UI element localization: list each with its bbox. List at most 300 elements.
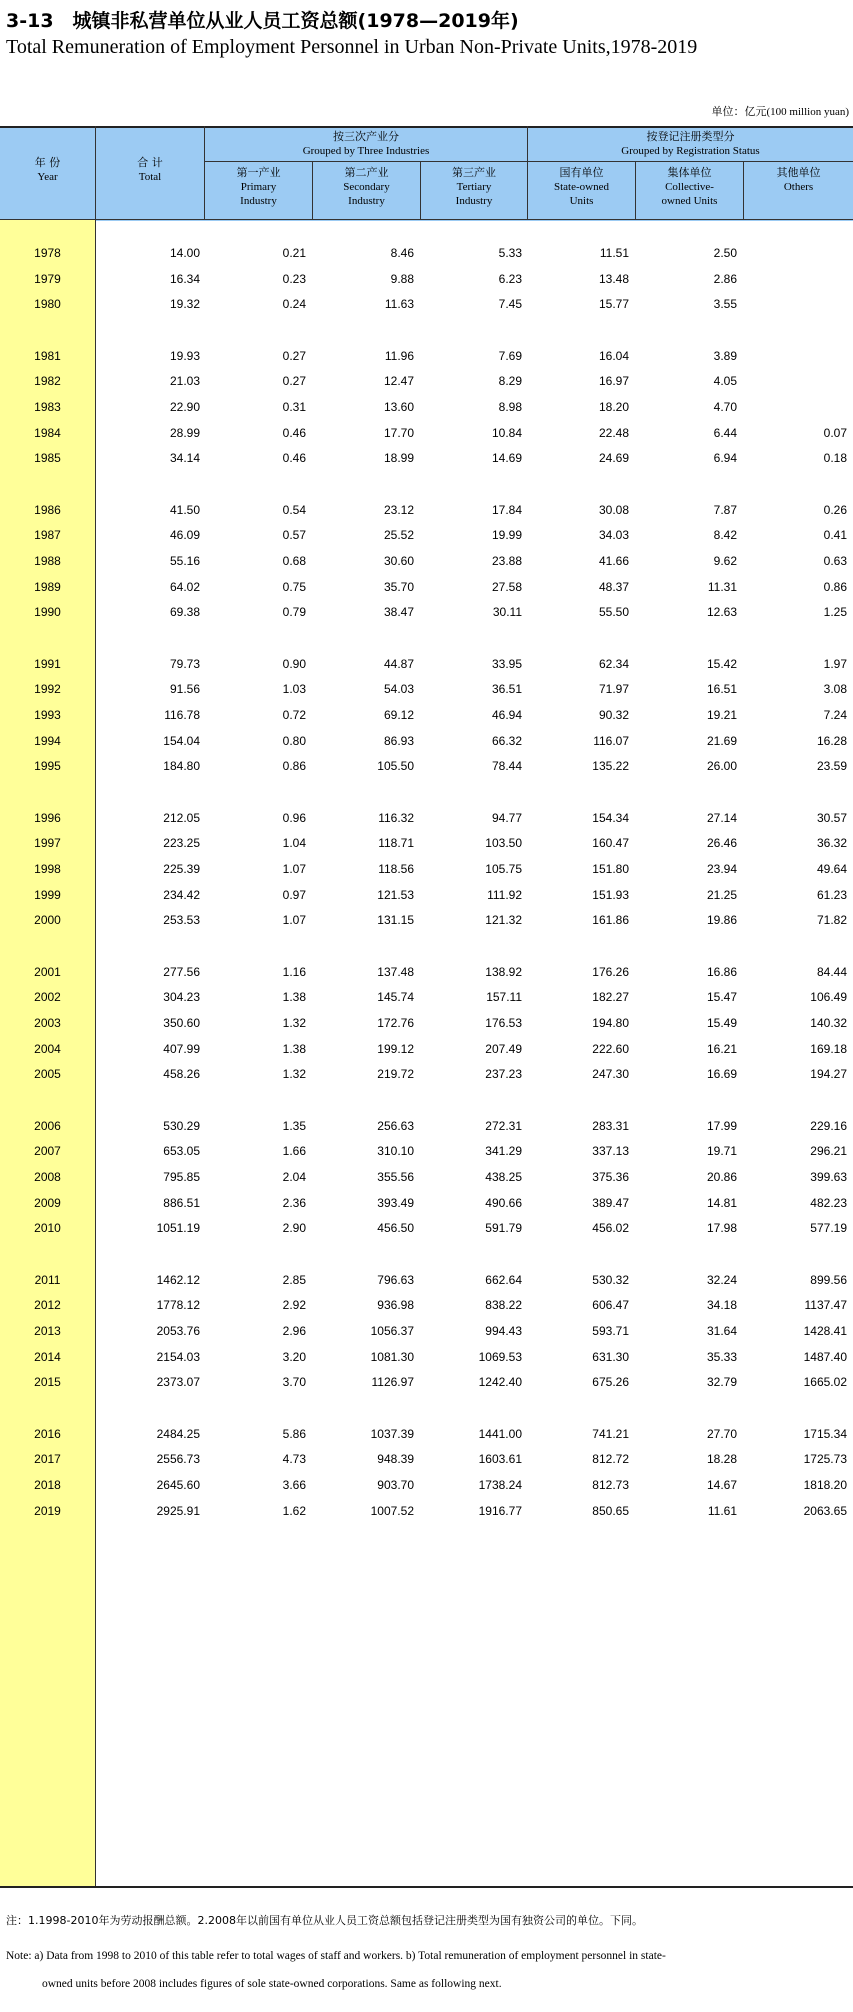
cell-tertiary: 1738.24 <box>478 1478 522 1492</box>
cell-primary: 3.66 <box>282 1478 306 1492</box>
cell-collective: 35.33 <box>706 1349 737 1364</box>
cell-tertiary: 591.79 <box>485 1221 522 1236</box>
cell-secondary: 948.39 <box>377 1452 414 1467</box>
cell-tertiary: 103.50 <box>485 836 522 851</box>
table-row <box>0 987 853 1007</box>
cell-state-owned: 90.32 <box>598 708 629 722</box>
cell-secondary: 796.63 <box>377 1272 414 1287</box>
cell-collective: 27.14 <box>706 810 737 825</box>
cell-secondary: 8.46 <box>390 246 414 260</box>
cell-others: 399.63 <box>810 1170 847 1184</box>
header-total: 合 计 Total <box>137 156 163 183</box>
cell-primary: 0.24 <box>282 297 306 312</box>
cell-year: 2010 <box>34 1221 61 1236</box>
cell-year: 2015 <box>34 1375 61 1390</box>
table-header <box>0 126 853 221</box>
cell-state-owned: 48.37 <box>598 579 629 594</box>
cell-collective: 16.21 <box>706 1041 737 1056</box>
cell-year: 2006 <box>34 1118 61 1133</box>
cell-state-owned: 530.32 <box>592 1272 629 1287</box>
cell-others: 0.26 <box>823 502 847 517</box>
cell-total: 530.29 <box>163 1118 200 1133</box>
header-group-industry: 按三次产业分 Grouped by Three Industries <box>302 130 430 157</box>
cell-tertiary: 438.25 <box>485 1170 522 1184</box>
table-row <box>0 910 853 930</box>
cell-state-owned: 151.80 <box>592 862 629 876</box>
cell-total: 1778.12 <box>156 1298 200 1313</box>
cell-tertiary: 490.66 <box>485 1195 522 1210</box>
cell-others: 482.23 <box>810 1195 847 1210</box>
cell-primary: 2.96 <box>282 1324 306 1338</box>
cell-collective: 7.87 <box>713 502 737 517</box>
cell-state-owned: 71.97 <box>598 682 629 697</box>
cell-others: 229.16 <box>810 1118 847 1133</box>
note-en-line2: owned units before 2008 includes figures of sole state-owned corporations. Same as following next. <box>42 1978 502 1990</box>
cell-state-owned: 13.48 <box>598 271 629 286</box>
cell-total: 116.78 <box>164 708 200 722</box>
cell-secondary: 38.47 <box>383 605 414 620</box>
column-divider <box>527 126 528 219</box>
cell-collective: 4.70 <box>713 400 737 414</box>
cell-others: 1665.02 <box>803 1375 847 1390</box>
cell-others: 36.32 <box>816 836 847 851</box>
cell-total: 350.60 <box>163 1016 200 1030</box>
cell-total: 16.34 <box>169 271 200 286</box>
cell-primary: 0.72 <box>282 708 306 722</box>
cell-tertiary: 237.23 <box>485 1067 522 1082</box>
cell-secondary: 172.76 <box>377 1016 414 1030</box>
cell-year: 1999 <box>34 887 61 902</box>
cell-year: 1983 <box>34 400 61 414</box>
cell-total: 212.05 <box>163 810 200 825</box>
table-row <box>0 833 853 853</box>
cell-year: 1981 <box>34 348 61 363</box>
cell-year: 2017 <box>34 1452 61 1467</box>
cell-others: 2063.65 <box>803 1503 847 1518</box>
cell-collective: 4.05 <box>713 374 737 389</box>
cell-total: 304.23 <box>163 990 200 1005</box>
cell-state-owned: 135.22 <box>592 759 629 774</box>
cell-collective: 15.47 <box>706 990 737 1005</box>
cell-primary: 2.85 <box>282 1272 306 1287</box>
cell-collective: 23.94 <box>706 862 737 876</box>
cell-primary: 1.16 <box>282 964 306 979</box>
cell-tertiary: 7.69 <box>498 348 522 363</box>
cell-state-owned: 606.47 <box>592 1298 629 1313</box>
cell-others: 16.28 <box>816 733 847 748</box>
cell-others: 0.63 <box>823 554 847 568</box>
cell-collective: 16.86 <box>706 964 737 979</box>
cell-collective: 14.81 <box>706 1195 737 1210</box>
cell-primary: 1.07 <box>282 862 306 876</box>
cell-year: 2005 <box>34 1067 61 1082</box>
cell-secondary: 18.99 <box>383 451 414 466</box>
cell-others: 1137.47 <box>804 1298 847 1313</box>
column-divider <box>204 126 205 219</box>
column-divider <box>635 161 636 219</box>
table-row <box>0 1141 853 1161</box>
cell-year: 2009 <box>34 1195 61 1210</box>
cell-year: 1987 <box>34 528 61 543</box>
cell-tertiary: 10.84 <box>491 425 522 440</box>
cell-state-owned: 389.47 <box>592 1195 629 1210</box>
cell-collective: 17.99 <box>706 1118 737 1133</box>
cell-others: 296.21 <box>810 1144 847 1159</box>
cell-total: 19.93 <box>169 348 200 363</box>
cell-tertiary: 33.95 <box>491 656 522 671</box>
cell-primary: 0.96 <box>282 810 306 825</box>
cell-collective: 19.21 <box>706 708 737 722</box>
cell-collective: 2.86 <box>713 271 737 286</box>
cell-primary: 1.35 <box>282 1118 306 1133</box>
cell-primary: 2.92 <box>282 1298 306 1313</box>
cell-collective: 2.50 <box>713 246 737 260</box>
cell-primary: 0.79 <box>282 605 306 620</box>
cell-secondary: 12.47 <box>383 374 414 389</box>
cell-tertiary: 157.11 <box>486 990 522 1005</box>
cell-others: 194.27 <box>810 1067 847 1082</box>
cell-state-owned: 194.80 <box>592 1016 629 1030</box>
cell-tertiary: 111.92 <box>487 887 522 902</box>
cell-others: 1725.73 <box>803 1452 847 1467</box>
cell-total: 2484.25 <box>156 1426 200 1441</box>
table-row <box>0 1039 853 1059</box>
cell-total: 2645.60 <box>156 1478 200 1492</box>
cell-others: 49.64 <box>816 862 847 876</box>
cell-tertiary: 8.29 <box>498 374 522 389</box>
cell-secondary: 118.56 <box>378 862 414 876</box>
cell-state-owned: 16.04 <box>598 348 629 363</box>
cell-secondary: 219.72 <box>377 1067 414 1082</box>
cell-secondary: 199.12 <box>377 1041 414 1056</box>
table-row <box>0 1116 853 1136</box>
table-bottom-rule <box>0 1886 853 1888</box>
page-title-en: Total Remuneration of Employment Personnel in Urban Non-Private Units,1978-2019 <box>6 36 698 58</box>
cell-collective: 26.00 <box>706 759 737 774</box>
cell-primary: 2.36 <box>282 1195 306 1210</box>
cell-year: 1995 <box>34 759 61 774</box>
cell-collective: 15.49 <box>706 1016 737 1030</box>
cell-collective: 16.51 <box>706 682 737 697</box>
cell-secondary: 1037.39 <box>370 1426 414 1441</box>
table-row <box>0 602 853 622</box>
cell-others: 61.23 <box>816 887 847 902</box>
table-row <box>0 551 853 571</box>
cell-year: 2018 <box>34 1478 61 1492</box>
header-group-registration: 按登记注册类型分 Grouped by Registration Status <box>621 130 760 157</box>
cell-collective: 26.46 <box>706 836 737 851</box>
unit-label-en: (100 million yuan) <box>766 106 849 118</box>
cell-state-owned: 30.08 <box>598 502 629 517</box>
cell-tertiary: 105.75 <box>485 862 522 876</box>
cell-secondary: 23.12 <box>383 502 414 517</box>
cell-year: 1998 <box>34 862 61 876</box>
cell-collective: 32.79 <box>706 1375 737 1390</box>
cell-others: 1715.34 <box>803 1426 847 1441</box>
cell-state-owned: 456.02 <box>592 1221 629 1236</box>
cell-others: 0.18 <box>823 451 847 466</box>
cell-state-owned: 850.65 <box>592 1503 629 1518</box>
cell-primary: 1.38 <box>282 990 306 1005</box>
cell-others <box>744 371 847 391</box>
cell-secondary: 35.70 <box>383 579 414 594</box>
cell-tertiary: 27.58 <box>491 579 522 594</box>
cell-total: 277.56 <box>163 964 200 979</box>
cell-state-owned: 283.31 <box>592 1118 629 1133</box>
cell-secondary: 116.32 <box>378 810 414 825</box>
cell-primary: 0.97 <box>282 887 306 902</box>
table-row <box>0 525 853 545</box>
table-row <box>0 294 853 314</box>
cell-year: 2011 <box>34 1272 61 1287</box>
cell-secondary: 25.52 <box>383 528 414 543</box>
cell-primary: 1.07 <box>282 913 306 928</box>
header-others: 其他单位 Others <box>776 166 821 193</box>
cell-secondary: 86.93 <box>383 733 414 748</box>
cell-collective: 20.86 <box>706 1170 737 1184</box>
data-table <box>0 126 853 1886</box>
table-row <box>0 885 853 905</box>
cell-state-owned: 154.34 <box>592 810 629 825</box>
cell-year: 2013 <box>34 1324 61 1338</box>
table-row <box>0 1501 853 1521</box>
cell-primary: 0.46 <box>282 451 306 466</box>
cell-year: 1993 <box>34 708 61 722</box>
cell-total: 458.26 <box>163 1067 200 1082</box>
cell-year: 1984 <box>34 425 61 440</box>
cell-collective: 32.24 <box>706 1272 737 1287</box>
cell-total: 2373.07 <box>156 1375 200 1390</box>
cell-state-owned: 222.60 <box>592 1041 629 1056</box>
cell-collective: 16.69 <box>706 1067 737 1082</box>
cell-state-owned: 247.30 <box>592 1067 629 1082</box>
cell-tertiary: 94.77 <box>491 810 522 825</box>
cell-year: 1990 <box>34 605 61 620</box>
table-row <box>0 859 853 879</box>
page-title-cn: 3-13 城镇非私营单位从业人员工资总额(1978—2019年) <box>6 10 519 32</box>
cell-year: 1992 <box>34 682 61 697</box>
cell-collective: 19.71 <box>706 1144 737 1159</box>
cell-collective: 17.98 <box>706 1221 737 1236</box>
cell-state-owned: 375.36 <box>592 1170 629 1184</box>
table-row <box>0 808 853 828</box>
cell-total: 2154.03 <box>156 1349 200 1364</box>
cell-secondary: 137.48 <box>377 964 414 979</box>
cell-primary: 1.32 <box>282 1016 306 1030</box>
cell-collective: 18.28 <box>706 1452 737 1467</box>
header-bottom-rule <box>0 219 853 220</box>
cell-others: 577.19 <box>810 1221 847 1236</box>
cell-primary: 2.90 <box>282 1221 306 1236</box>
cell-year: 1996 <box>34 810 61 825</box>
cell-state-owned: 116.07 <box>593 733 629 748</box>
cell-total: 2925.91 <box>156 1503 200 1518</box>
cell-year: 1982 <box>34 374 61 389</box>
cell-others: 106.49 <box>810 990 847 1005</box>
cell-secondary: 903.70 <box>377 1478 414 1492</box>
cell-state-owned: 593.71 <box>592 1324 629 1338</box>
cell-state-owned: 741.21 <box>592 1426 629 1441</box>
header-primary: 第一产业 Primary Industry <box>236 166 281 207</box>
cell-tertiary: 207.49 <box>485 1041 522 1056</box>
cell-state-owned: 675.26 <box>592 1375 629 1390</box>
cell-primary: 0.21 <box>282 246 306 260</box>
cell-year: 2008 <box>34 1170 61 1184</box>
cell-others: 169.18 <box>810 1041 847 1056</box>
cell-year: 1978 <box>34 246 61 260</box>
cell-primary: 1.66 <box>282 1144 306 1159</box>
table-row <box>0 679 853 699</box>
table-row <box>0 731 853 751</box>
table-row <box>0 397 853 417</box>
cell-tertiary: 1916.77 <box>478 1503 522 1518</box>
cell-tertiary: 19.99 <box>491 528 522 543</box>
cell-tertiary: 994.43 <box>485 1324 522 1338</box>
cell-collective: 15.42 <box>706 656 737 671</box>
cell-others <box>744 243 847 263</box>
cell-secondary: 256.63 <box>377 1118 414 1133</box>
table-row <box>0 1475 853 1495</box>
cell-state-owned: 812.73 <box>592 1478 629 1492</box>
cell-secondary: 54.03 <box>383 682 414 697</box>
cell-primary: 4.73 <box>282 1452 306 1467</box>
cell-others: 0.07 <box>823 425 847 440</box>
header-collective: 集体单位 Collective- owned Units <box>661 166 718 207</box>
cell-total: 34.14 <box>169 451 200 466</box>
table-row <box>0 756 853 776</box>
table-row <box>0 1013 853 1033</box>
cell-state-owned: 62.34 <box>598 656 629 671</box>
cell-others: 71.82 <box>816 913 847 928</box>
cell-state-owned: 812.72 <box>592 1452 629 1467</box>
notes <box>6 1912 846 1998</box>
table-row <box>0 705 853 725</box>
cell-primary: 0.68 <box>282 554 306 568</box>
cell-year: 2007 <box>34 1144 61 1159</box>
cell-primary: 0.31 <box>282 400 306 414</box>
cell-total: 21.03 <box>169 374 200 389</box>
cell-tertiary: 1441.00 <box>478 1426 522 1441</box>
cell-year: 1989 <box>34 579 61 594</box>
cell-primary: 0.75 <box>282 579 306 594</box>
cell-year: 1980 <box>34 297 61 312</box>
cell-primary: 2.04 <box>282 1170 306 1184</box>
cell-tertiary: 17.84 <box>491 502 522 517</box>
cell-total: 225.39 <box>163 862 200 876</box>
cell-secondary: 1126.97 <box>371 1375 414 1390</box>
cell-others: 23.59 <box>816 759 847 774</box>
cell-others: 1818.20 <box>803 1478 847 1492</box>
cell-secondary: 355.56 <box>377 1170 414 1184</box>
cell-secondary: 69.12 <box>383 708 414 722</box>
cell-tertiary: 36.51 <box>491 682 522 697</box>
note-cn: 注：1.1998-2010年为劳动报酬总额。2.2008年以前国有单位从业人员工资总额包括登记注册类型为国有独资公司的单位。下同。 <box>6 1914 643 1927</box>
cell-primary: 0.23 <box>282 271 306 286</box>
cell-tertiary: 662.64 <box>485 1272 522 1287</box>
table-row <box>0 243 853 263</box>
cell-collective: 27.70 <box>706 1426 737 1441</box>
cell-others: 1487.40 <box>803 1349 847 1364</box>
cell-secondary: 17.70 <box>383 425 414 440</box>
column-divider <box>743 161 744 219</box>
cell-collective: 12.63 <box>706 605 737 620</box>
cell-secondary: 456.50 <box>377 1221 414 1236</box>
table-row <box>0 269 853 289</box>
cell-tertiary: 5.33 <box>498 246 522 260</box>
cell-collective: 19.86 <box>706 913 737 928</box>
cell-tertiary: 8.98 <box>498 400 522 414</box>
cell-others: 0.41 <box>823 528 847 543</box>
cell-others: 7.24 <box>823 708 847 722</box>
cell-collective: 14.67 <box>706 1478 737 1492</box>
cell-year: 1997 <box>34 836 61 851</box>
cell-total: 14.00 <box>169 246 200 260</box>
cell-total: 886.51 <box>163 1195 200 1210</box>
cell-year: 2016 <box>34 1426 61 1441</box>
cell-state-owned: 161.86 <box>592 913 629 928</box>
cell-year: 2012 <box>34 1298 61 1313</box>
cell-others: 84.44 <box>816 964 847 979</box>
cell-total: 55.16 <box>169 554 200 568</box>
table-row <box>0 1295 853 1315</box>
cell-primary: 0.90 <box>282 656 306 671</box>
cell-tertiary: 1603.61 <box>478 1452 522 1467</box>
cell-tertiary: 1069.53 <box>478 1349 522 1364</box>
cell-secondary: 131.15 <box>377 913 414 928</box>
cell-others <box>744 346 847 366</box>
cell-year: 2002 <box>34 990 61 1005</box>
cell-primary: 1.62 <box>282 1503 306 1518</box>
cell-year: 2000 <box>34 913 61 928</box>
table-row <box>0 1167 853 1187</box>
cell-collective: 31.64 <box>706 1324 737 1338</box>
cell-others: 1.97 <box>823 656 847 671</box>
cell-state-owned: 55.50 <box>598 605 629 620</box>
cell-total: 46.09 <box>169 528 200 543</box>
note-en <box>6 1942 846 1998</box>
cell-secondary: 118.71 <box>378 836 414 851</box>
table-row <box>0 654 853 674</box>
table-row <box>0 1193 853 1213</box>
cell-state-owned: 22.48 <box>598 425 629 440</box>
table-row <box>0 448 853 468</box>
cell-secondary: 11.63 <box>384 297 414 312</box>
cell-primary: 1.32 <box>282 1067 306 1082</box>
cell-year: 1985 <box>34 451 61 466</box>
cell-secondary: 11.96 <box>384 348 414 363</box>
cell-tertiary: 341.29 <box>485 1144 522 1159</box>
cell-secondary: 145.74 <box>377 990 414 1005</box>
table-row <box>0 1321 853 1341</box>
cell-primary: 0.57 <box>282 528 306 543</box>
cell-secondary: 1081.30 <box>370 1349 414 1364</box>
header-state-owned: 国有单位 State-owned Units <box>554 166 609 207</box>
unit-label-cn: 单位：亿元 <box>711 105 767 118</box>
table-row <box>0 1064 853 1084</box>
header-tertiary: 第三产业 Tertiary Industry <box>452 166 496 207</box>
cell-primary: 1.04 <box>282 836 306 851</box>
cell-others: 3.08 <box>823 682 847 697</box>
cell-year: 1994 <box>34 733 61 748</box>
cell-primary: 0.80 <box>282 733 306 748</box>
cell-secondary: 936.98 <box>377 1298 414 1313</box>
table-row <box>0 1270 853 1290</box>
cell-primary: 3.70 <box>282 1375 306 1390</box>
cell-total: 1462.12 <box>156 1272 200 1287</box>
cell-total: 184.80 <box>163 759 200 774</box>
cell-primary: 0.46 <box>282 425 306 440</box>
cell-year: 1988 <box>34 554 61 568</box>
